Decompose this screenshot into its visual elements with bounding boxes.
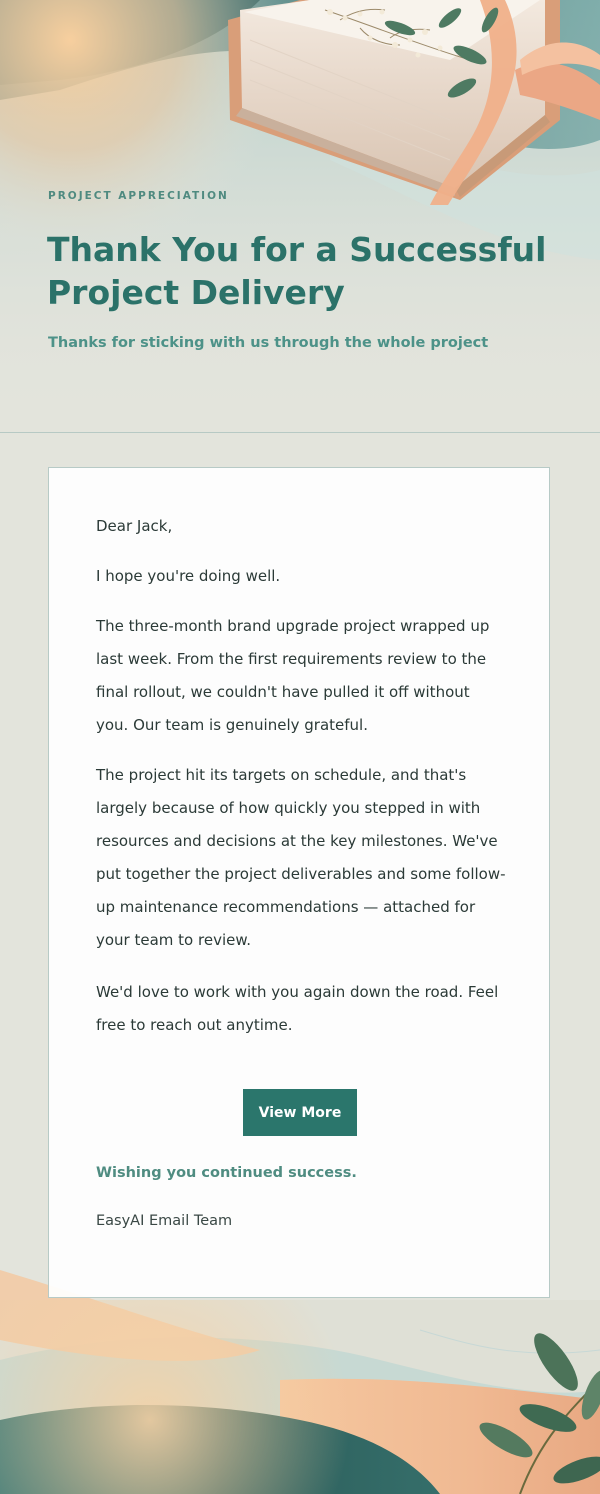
- email-header: [0, 0, 600, 432]
- page-title: Thank You for a Successful Project Delivery: [47, 230, 547, 312]
- closing-line: Wishing you continued success.: [96, 1165, 357, 1181]
- paragraph-1: The three-month brand upgrade project wrapped up last week. From the first requirements review to the final rollout, we couldn't have pulled it off without you. Our team is genuinely grateful.: [96, 617, 490, 734]
- paragraph-2: The project hit its targets on schedule, and that's largely because of how quickly you stepped in with resources and decisions at the key milestones. We've put together the project deliverables and some follow-up maintenance recommendations — attached for your team to review.: [96, 766, 506, 949]
- signature: EasyAI Email Team: [96, 1213, 233, 1229]
- header-divider: [0, 432, 600, 433]
- opening-line: I hope you're doing well.: [96, 567, 281, 585]
- paragraph-3: We'd love to work with you again down the road. Feel free to reach out anytime.: [96, 983, 499, 1034]
- letter-card: [48, 467, 550, 1298]
- greeting: Dear Jack,: [96, 517, 173, 535]
- page-subtitle: Thanks for sticking with us through the whole project: [48, 335, 489, 351]
- eyebrow-label: PROJECT APPRECIATION: [48, 190, 229, 202]
- view-more-button[interactable]: View More: [243, 1089, 357, 1136]
